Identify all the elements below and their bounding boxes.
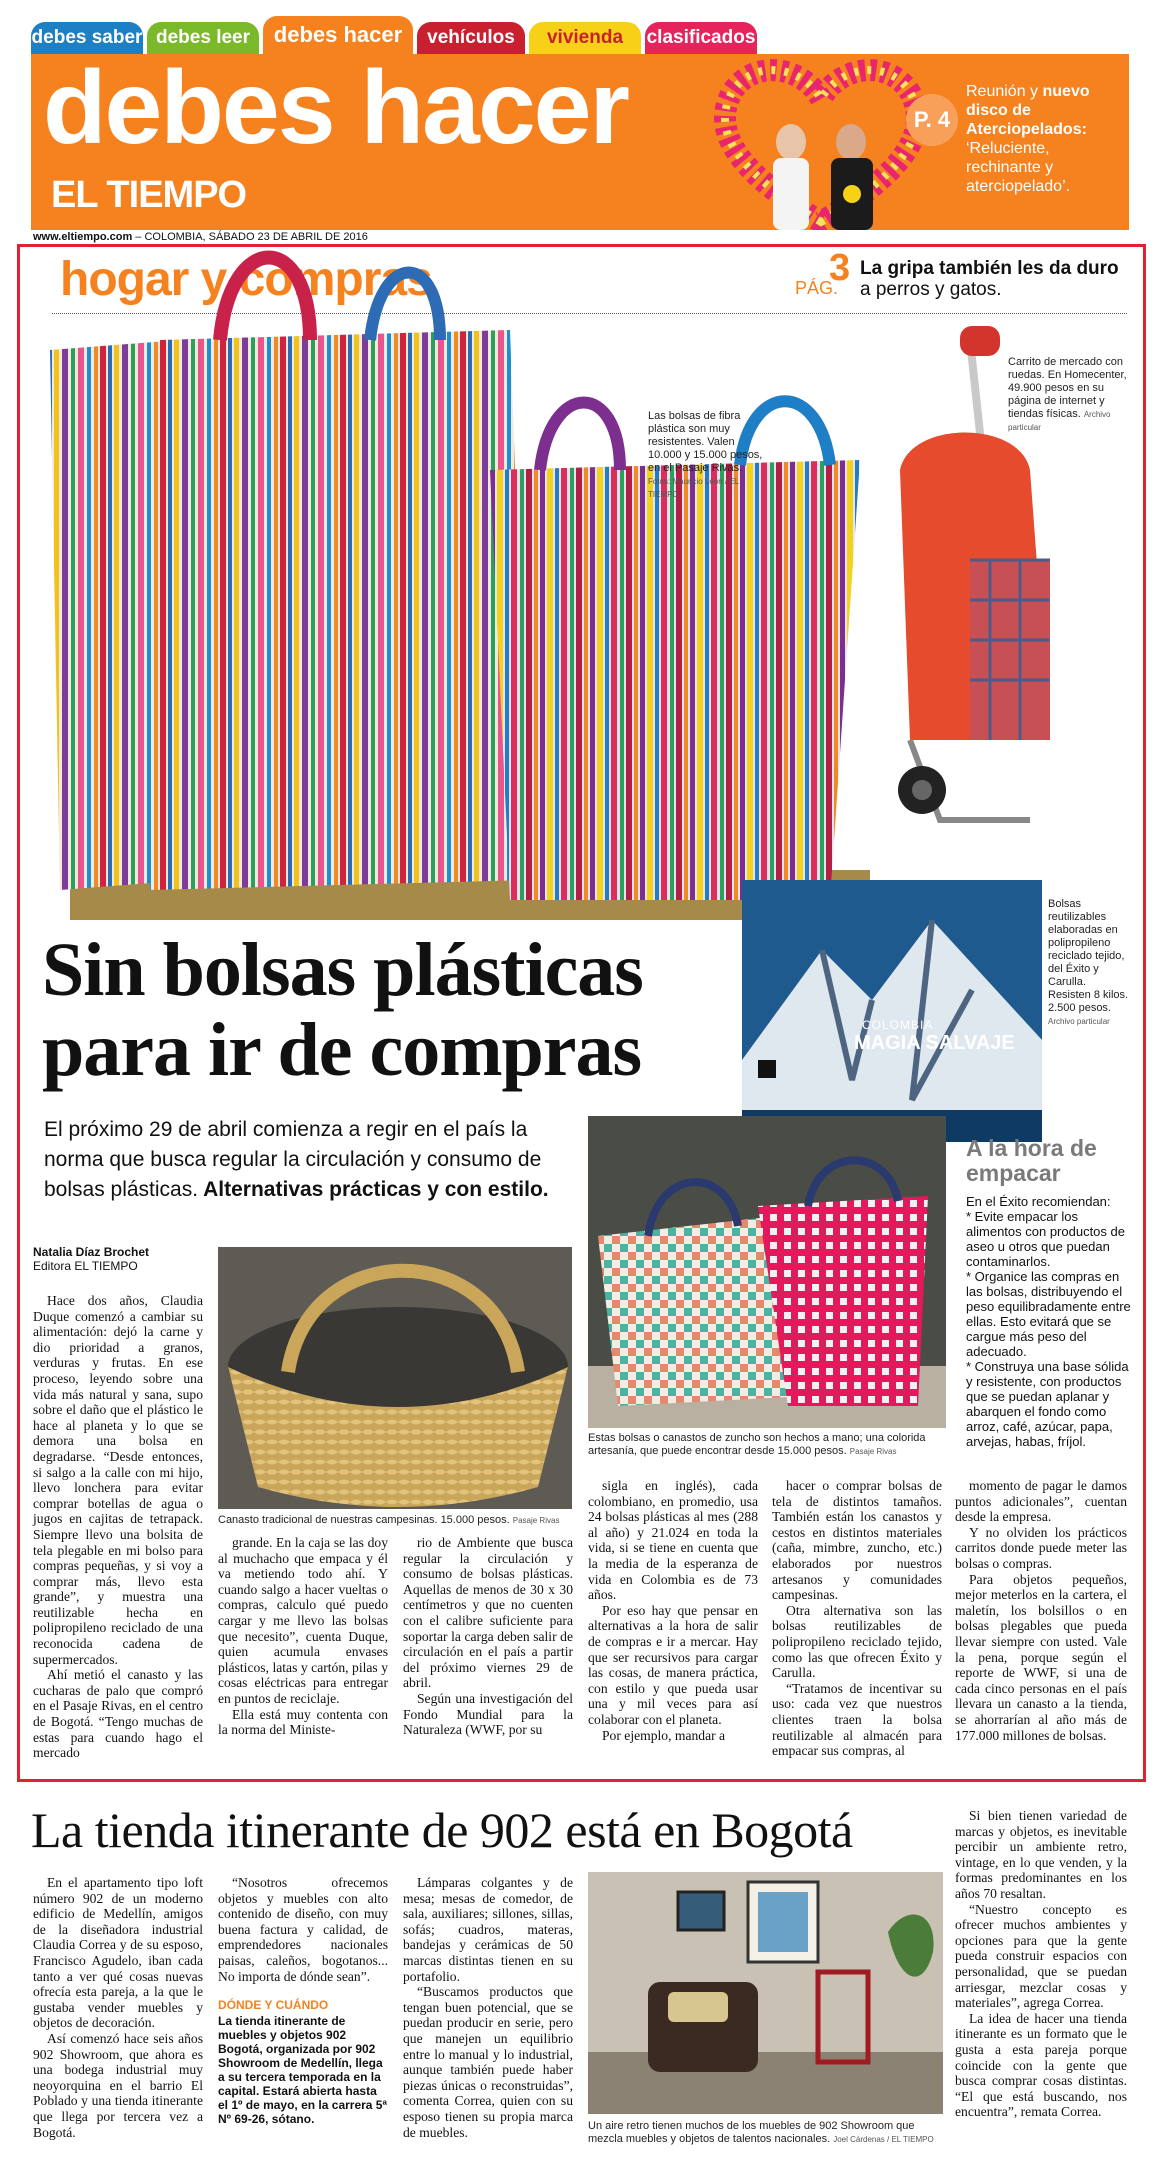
body-paragraph: Y no olviden los prácticos carritos donde puede meter las bolsas o compras. [955,1524,1127,1571]
page-ref-rest: a perros y gatos. [860,279,1002,300]
caption-reusable-text: Bolsas reutilizables elaboradas en polipropileno reciclado tejido, del Éxito y Carulla. Resisten 8 kilos. 2.500 pesos. [1048,898,1129,1014]
caption-bags-text: Las bolsas de fibra plástica son muy resistentes. Valen 10.000 y 15.000 pesos, en el Pasaje Rivas. [648,410,763,474]
basket-photo [218,1247,572,1509]
caption-reusable-credit: Archivo particular [1048,1017,1110,1026]
tab-vivienda[interactable]: vivienda [529,22,641,54]
body-paragraph: Hace dos años, Claudia Duque comenzó a cambiar su alimentación: dejó la carne y dio prioridad a granos, verduras y frutas. En ese proceso, leyendo sobre una vida más natural y sana, supo sobre el daño que el plástico le hace al planeta y lo que se demora una bolsa en degradarse. “Desde entonces, si salgo a la calle con mi hijo, llevo lonchera para evitar comprar botellas de agua o jugos en cajitas de tetrapack. Siempre llevo una bolsita de tela plegable en mi bolso para compras pequeñas, y si voy a comprar más, llevo esta grande”, y muestra una reutilizable hecha en polipropileno reciclado de una reconocida cadena de supermercados. [33,1293,203,1667]
body-paragraph: Si bien tienen variedad de marcas y objetos, es inevitable percibir un ambiente retro, vintage, en lo que venden, y la formas predominantes en los años 70 resaltan. [955,1808,1127,1901]
striped-bags-photo [40,190,920,930]
store-photo [588,1872,943,2114]
deck-text: El próximo 29 de abril comienza a regir en el país la norma que busca regular la circulación y consumo de bolsas plásticas. [44,1118,542,1201]
body-paragraph: Según una investigación del Fondo Mundial para la Naturaleza (WWF, por su [403,1690,573,1738]
tab-debes-saber[interactable]: debes saber [31,22,143,54]
caption-cart-credit: Archivo particular [1008,410,1111,432]
caption-store-credit: Joel Cárdenas / EL TIEMPO [833,2135,934,2144]
sidebar-item: * Construya una base sólida y resistente, con productos que se puedan aplanar y abarquen el fondo como arroz, café, azúcar, papa, arvejas, habas, fríjol. [966,1359,1129,1449]
body-paragraph: “Tratamos de incentivar su uso: cada vez que nuestros clientes traen la bolsa reutilizable al almacén para empacar sus compras, al [772,1680,942,1759]
caption-woven-text: Estas bolsas o canastos de zuncho son hechos a mano; una colorida artesanía, que puede encontrar desde 15.000 pesos. [588,1432,926,1457]
caption-bags [648,410,768,501]
deck [44,1115,574,1205]
promo-page-badge: P. 4 [906,94,958,146]
tab-debes-hacer[interactable]: debes hacer [263,16,413,54]
caption-woven [588,1432,948,1458]
tab-clasificados[interactable]: clasificados [645,22,757,54]
woven-bags-photo [588,1116,946,1428]
second-column-1 [33,1875,203,2140]
caption-woven-credit: Pasaje Rivas [849,1447,897,1456]
caption-store-text: Un aire retro tienen muchos de los muebles de 902 Showroom que mezcla muebles y objetos de talentos nacionales. [588,2120,915,2145]
byline [33,1245,149,1273]
body-column-3 [403,1535,573,1738]
body-paragraph: La idea de hacer una tienda itinerante es un formato que le gusta a esta pareja porque coincide con la gente que busca comprar cosas distintas. “El que está buscando, nos encuentra”, remata Correa. [955,2010,1127,2120]
body-paragraph: “Nosotros ofrecemos objetos y muebles con alto contenido de diseño, con muy buena factura y calidad, de emprendedores nacionales paisas, caleños, bogotanos... No importa de dónde sean”. [218,1875,388,1984]
brand-logo: EL TIEMPO [51,174,247,216]
website-url[interactable]: www.eltiempo.com [33,231,133,243]
body-paragraph: Por eso hay que pensar en alternativas a la hora de salir de compras e ir a mercar. Hay que ser recursivos para cargar las cosas, de manera práctica, con estilo y que pueda usar una y mil veces para así colaborar con el planeta. [588,1602,758,1727]
body-paragraph: “Buscamos productos que tengan buen potencial, que se puedan producir en serie, pero que manejen un equilibrio entre lo manual y lo industrial, aunque también puede haber piezas únicas o reconstruidas”, comenta Correa, quien con su esposo tienen su propia marca de muebles. [403,1984,573,2140]
body-paragraph: hacer o comprar bolsas de tela de distintos tamaños. También están los canastos y cestos en distintos materiales (caña, mimbre, zuncho, etc.) elaborados por nuestros artesanos y comunidades campesinas. [772,1478,942,1603]
dateline: COLOMBIA, SÁBADO 23 DE ABRIL DE 2016 [144,231,368,243]
body-paragraph: “Nuestro concepto es ofrecer muchos ambientes y opciones para que la gente pueda construir espacios con personalidad, que se puedan arriesgar, mezclar cosas y materiales”, agrega Correa. [955,1901,1127,2011]
body-column-5 [772,1478,942,1759]
byline-role: Editora EL TIEMPO [33,1259,138,1273]
reusable-bag-photo [742,880,1042,1142]
body-column-2 [218,1535,388,1738]
sidebar-item: * Organice las compras en las bolsas, distribuyendo el peso equilibradamente entre ellas. Esto evitará que se cargue más peso del adecuado. [966,1269,1131,1359]
promo-text-a: Reunión y [966,83,1043,100]
body-paragraph: Lámparas colgantes y de mesa; mesas de comedor, de sala, auxiliares; sillones, sillas, sofás; cuadros, materas, bandejas y cerámicas de 50 marcas distintas tienen en su portafolio. [403,1875,573,1984]
promo-text[interactable] [966,82,1126,196]
caption-cart [1008,356,1128,434]
section-title: debes hacer [43,50,628,166]
body-column-1 [33,1293,203,1761]
body-paragraph: Ahí metió el canasto y las cucharas de palo que compró en el Pasaje Rivas, en el centro de Bogotá. “Tengo muchas de estas para cuando hago el mercado [33,1667,203,1761]
where-title: DÓNDE Y CUÁNDO [218,1998,329,2013]
body-column-6 [955,1478,1127,1743]
body-column-4 [588,1478,758,1743]
caption-basket [218,1514,578,1527]
deck-bold: Alternativas prácticas y con estilo. [198,1178,549,1201]
page-ref-bold: La gripa también les da duro [860,258,1119,279]
body-paragraph: rio de Ambiente que busca regular la circulación y consumo de bolsas plásticas. Aquellas de menos de 30 x 30 centímetros y que no cuenten con el calibre suficiente para soportar la carga deben salir de circulación en el país a partir del próximo viernes 29 de abril. [403,1535,573,1691]
body-paragraph: grande. En la caja se las doy al muchacho que empaca y él va metiendo todo ahí. Y cuando salgo a hacer vueltas o compras, calculo qué puedo cargar y me llevo las bolsas que necesito”, cuenta Duque, quien acumula envases plásticos, latas y cartón, pilas y cosas eléctricas para entregar en puntos de reciclaje. [218,1535,388,1706]
caption-reusable [1048,898,1130,1028]
section-label: hogar y compras [60,253,432,306]
body-paragraph: sigla en inglés), cada colombiano, en promedio, usa 24 bolsas plásticas al mes (288 al año) y 21.024 en toda la vida, si se tiene en cuenta que la media de la esperanza de vida en Colombia es de 73 años. [588,1478,758,1603]
byline-name: Natalia Díaz Brochet [33,1245,150,1259]
body-paragraph: Así comenzó hace seis años 902 Showroom, que ahora es una bodega industrial muy neoyorquina en el barrio El Poblado y una tienda itinerante que llega por tercera vez a Bogotá. [33,2030,203,2140]
body-paragraph: Otra alternativa son las bolsas reutilizables de polipropileno reciclado tejido, como las que ofrecen Éxito y Carulla. [772,1602,942,1681]
main-headline: Sin bolsas plásticas para ir de compras [42,928,643,1092]
second-column-4 [955,1808,1127,2120]
where-text: La tienda itinerante de muebles y objetos 902 Bogotá, organizada por 902 Showroom de Medellín, llega a su tercera temporada en la capital. Estará abierta hasta el 1º de mayo, en la carrera 5ª Nº 69-26, sótano. [218,2013,387,2126]
second-column-2 [218,1875,388,2126]
body-paragraph: Ella está muy contenta con la norma del Ministe- [218,1706,388,1738]
caption-basket-text: Canasto tradicional de nuestras campesinas. 15.000 pesos. [218,1514,510,1526]
promo-text-b: nuevo disco de Aterciopelados: [966,83,1090,138]
caption-bags-credit: Fotos: Mauricio León / EL TIEMPO [648,477,739,499]
tab-debes-leer[interactable]: debes leer [147,22,259,54]
sidebar-title: A la hora de empacar [966,1135,1097,1186]
sidebar-item: * Evite empacar los alimentos con productos de aseo u otros que puedan contaminarlos. [966,1209,1125,1269]
body-paragraph: En el apartamento tipo loft número 902 de un moderno edificio de Medellín, amigos de la diseñadora industrial Claudia Correa y de su esposo, Francisco Agudelo, iban cada tanto a ver qué cosas nuevas ofrecía esta pareja, a la que le gustaba vender muebles y objetos de decoración. [33,1875,203,2031]
body-paragraph: Para objetos pequeños, mejor meterlos en la cartera, el maletín, los bolsillos o en bolsas plegables que pueda llevar siempre con usted. Vale la pena, porque según el reporte de WWF, si una de cada cinco personas en el país llevara un canasto a la tienda, se ahorrarían al año más de 177.000 millones de bolsas. [955,1571,1127,1743]
body-paragraph: momento de pagar le damos puntos adicionales”, cuentan desde la empresa. [955,1478,1127,1525]
second-headline: La tienda itinerante de 902 está en Bogotá [31,1802,853,1858]
reusable-bag-print-1: COLOMBIA [862,1018,934,1032]
tab-vehiculos[interactable]: vehículos [417,22,525,54]
caption-cart-text: Carrito de mercado con ruedas. En Homecenter, 49.900 pesos en su página de internet y tiendas físicas. [1008,356,1127,420]
body-paragraph: Por ejemplo, mandar a [602,1727,726,1743]
second-column-3 [403,1875,573,2140]
page-ref-number: 3 [829,247,851,289]
reusable-bag-print-2: MAGIA SALVAJE [854,1032,1015,1054]
caption-basket-credit: Pasaje Rivas [512,1516,560,1525]
sidebar-intro: En el Éxito recomiendan: [966,1194,1111,1209]
sidebar [966,1136,1131,1449]
page-ref-pag: PÁG. [795,278,839,298]
promo-text-c: ‘Reluciente, rechinante y aterciopelado’. [966,140,1071,195]
masthead-dateline: www.eltiempo.com – COLOMBIA, SÁBADO 23 DE ABRIL DE 2016 [33,231,368,243]
caption-store [588,2120,948,2146]
